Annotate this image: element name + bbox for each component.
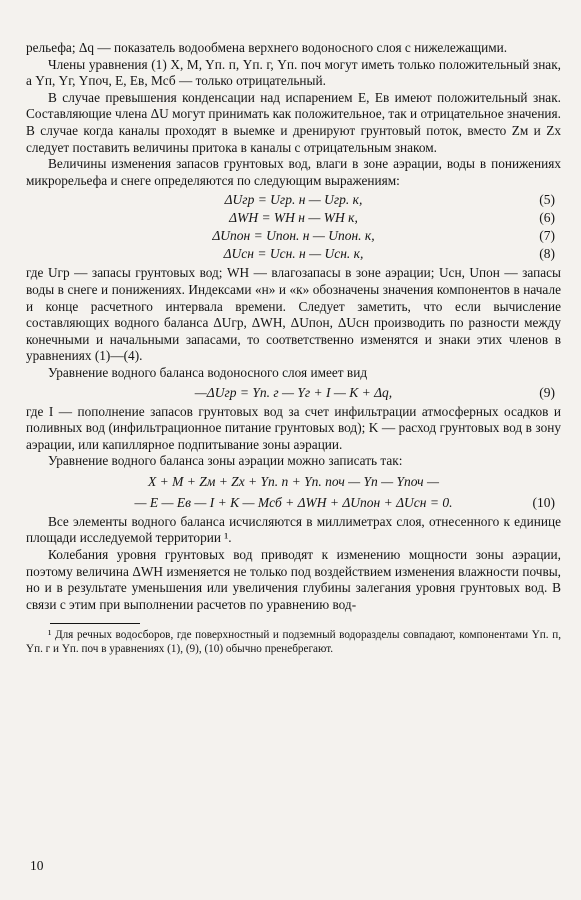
footnote: ¹ Для речных водосборов, где поверхностный и подземный водоразделы совпадают, компонентами Yп. п, Yп. г и Yп. поч в уравнениях (1), (9), (10) обычно пренебрегают.	[26, 629, 561, 656]
equation-10-line-2-text: — E — Eв — I + K — Mсб + ΔWH + ΔUпон + ΔUсн = 0.	[134, 494, 453, 510]
equation-9-text: —ΔUгр = Yп. г — Yг + I — K + Δq,	[194, 384, 393, 400]
equation-6-number: (6)	[539, 210, 555, 226]
paragraph-3: В случае превышения конденсации над испарением E, Eв имеют положительный знак. Составляющие члена ΔU могут принимать как положительное, так и отрицательное значения. В случае когда каналы проходят в выемке и дренируют грунтовый поток, вместо Zм и Zx следует поставить величины притока в каналы с отрицательным знаком.	[26, 89, 561, 155]
equations-5-8	[26, 191, 561, 263]
paragraph-4: Величины изменения запасов грунтовых вод, влаги в зоне аэрации, воды в понижениях микрорельефа и снеге определяются по следующим выражениям:	[26, 156, 561, 188]
equation-8	[26, 245, 561, 263]
page-number: 10	[30, 858, 44, 873]
equation-6-text: ΔWH = WH н — WH к,	[229, 210, 358, 226]
equation-5-number: (5)	[539, 192, 555, 208]
paragraph-after-eq9: где I — пополнение запасов грунтовых вод за счет инфильтрации атмосферных осадков и поливных вод (инфильтрационное питание грунтовых вод); K — расход грунтовых вод в зону аэрации, или капиллярное подпитывание зоны аэрации.	[26, 403, 561, 452]
equation-10-line-1	[26, 472, 561, 491]
equation-10-line-2	[26, 493, 561, 512]
equation-6	[26, 209, 561, 227]
equation-7-text: ΔUпон = Uпон. н — Uпон. к,	[212, 228, 375, 244]
equation-10	[26, 472, 561, 512]
equation-7-number: (7)	[539, 228, 555, 244]
paragraph-after-eq8: где Uгр — запасы грунтовых вод; WH — влагозапасы в зоне аэрации; Uсн, Uпон — запасы воды в снеге и понижениях. Индексами «н» и «к» обозначены значения компонентов в начале и конце расчетного интервала времени. Следует заметить, что если вычисление составляющих водного баланса ΔUгр, ΔWH, ΔUпон, ΔUсн производить по разности между конечными и начальными запасами, то соответственно изменятся и знаки этих членов в уравнениях (1)—(4).	[26, 265, 561, 364]
equation-10-number: (10)	[532, 494, 555, 510]
paragraph-2: Члены уравнения (1) X, M, Yп. п, Yп. г, Yп. поч могут иметь только положительный знак, а Yп, Yг, Yпоч, E, Eв, Mсб — только отрицательный.	[26, 56, 561, 89]
equation-7	[26, 227, 561, 245]
equation-9-number: (9)	[539, 384, 555, 400]
equation-8-text: ΔUсн = Uсн. н — Uсн. к,	[223, 246, 364, 262]
paragraph-eq9-intro: Уравнение водного баланса водоносного слоя имеет вид	[48, 364, 368, 380]
equation-10-line-1-text: X + M + Zм + Zx + Yп. п + Yп. поч — Yп — Yпоч —	[147, 473, 439, 489]
paragraph-last: Колебания уровня грунтовых вод приводят к изменению мощности зоны аэрации, поэтому величина ΔWH изменяется не только под воздействием изменения влажности почвы, но и в результате уменьшения или увеличения глубины залегания уровня грунтовых вод. В связи с этим при выполнении расчетов по уравнению вод-	[26, 547, 561, 612]
equation-5-text: ΔUгр = Uгр. н — Uгр. к,	[224, 192, 363, 208]
paragraph-eq10-intro: Уравнение водного баланса зоны аэрации можно записать так:	[48, 453, 403, 469]
equation-8-number: (8)	[539, 246, 555, 262]
equation-9	[26, 384, 561, 402]
paragraph-after-eq10: Все элементы водного баланса исчисляются в миллиметрах слоя, отнесенного к единице площади исследуемой территории ¹.	[26, 513, 561, 546]
footnote-divider	[50, 623, 140, 624]
equation-5	[26, 191, 561, 209]
paragraph-1: рельефа; Δq — показатель водообмена верхнего водоносного слоя с нижележащими.	[26, 40, 508, 55]
